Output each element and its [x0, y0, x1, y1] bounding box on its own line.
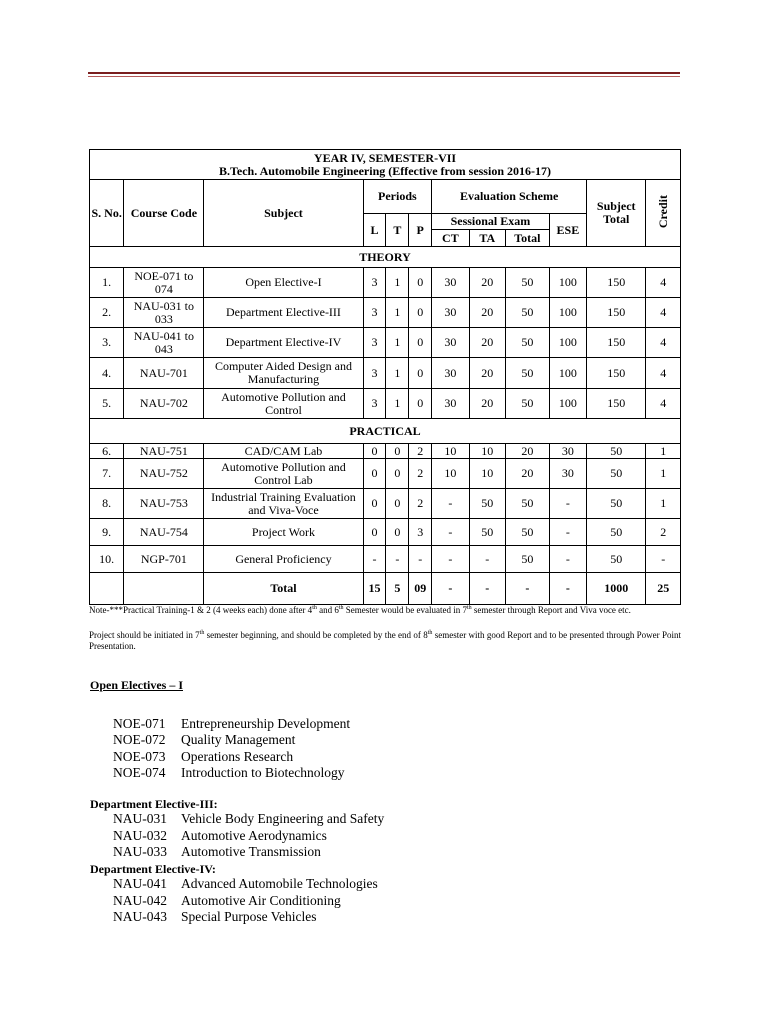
cell-sno: 2. — [90, 298, 124, 328]
cell-ese: - — [549, 546, 586, 573]
cell-p: 0 — [409, 358, 432, 389]
section-practical: PRACTICAL — [90, 419, 681, 444]
cell-l: 0 — [363, 459, 386, 489]
cell-sno: 7. — [90, 459, 124, 489]
table-row — [90, 489, 681, 519]
cell-p: - — [409, 546, 432, 573]
cell-code: NAU-753 — [124, 489, 204, 519]
list-item — [113, 828, 327, 844]
cell-credit: 1 — [646, 459, 681, 489]
table-row — [90, 328, 681, 358]
cell-subject-total: 150 — [587, 328, 646, 358]
elective-code: NOE-072 — [113, 732, 166, 748]
list-item — [113, 811, 384, 827]
header-rule-thin — [88, 76, 680, 77]
cell-ct: 30 — [432, 328, 469, 358]
elective-name: Entrepreneurship Development — [181, 716, 351, 731]
cell-sno: 9. — [90, 519, 124, 546]
list-item — [113, 876, 378, 892]
cell-sno: 8. — [90, 489, 124, 519]
cell-subject: Automotive Pollution and Control — [204, 389, 363, 419]
elective-code: NOE-074 — [113, 764, 166, 780]
cell-credit: - — [646, 546, 681, 573]
cell-credit: 4 — [646, 298, 681, 328]
table-row — [90, 268, 681, 298]
cell-ese: 30 — [549, 444, 586, 459]
cell-ta: 50 — [469, 519, 505, 546]
cell-ct: 30 — [432, 268, 469, 298]
cell-sno: 3. — [90, 328, 124, 358]
cell-subject-total: 50 — [587, 444, 646, 459]
elective-code: NAU-043 — [113, 909, 167, 924]
cell-ta: - — [469, 546, 505, 573]
header-rule — [88, 72, 680, 74]
open-electives-heading: Open Electives – I — [90, 678, 183, 692]
theory-rows — [90, 268, 681, 419]
cell-p: 0 — [409, 328, 432, 358]
col-periods: Periods — [363, 180, 432, 214]
cell-subject: Project Work — [204, 519, 363, 546]
table-row — [90, 298, 681, 328]
table-row — [90, 459, 681, 489]
cell-l: 3 — [363, 358, 386, 389]
col-p: P — [409, 214, 432, 247]
section-theory: THEORY — [90, 247, 681, 268]
list-item — [113, 893, 341, 909]
col-ct: CT — [432, 230, 469, 247]
cell-code: NAU-041 to 043 — [124, 328, 204, 358]
cell-credit: 1 — [646, 444, 681, 459]
cell-ta: 20 — [469, 268, 505, 298]
table-row — [90, 389, 681, 419]
cell-credit: 4 — [646, 328, 681, 358]
elective-name: Operations Research — [181, 748, 294, 764]
list-item — [113, 765, 344, 781]
cell-code: NGP-701 — [124, 546, 204, 573]
cell-ct: 10 — [432, 444, 469, 459]
cell-credit: 4 — [646, 389, 681, 419]
list-item — [113, 749, 293, 765]
cell-l: 3 — [363, 328, 386, 358]
cell-ct: 30 — [432, 389, 469, 419]
total-ct: - — [432, 573, 469, 605]
dept-elective-3-heading: Department Elective-III: — [90, 797, 218, 811]
cell-ta: 20 — [469, 298, 505, 328]
cell-l: 3 — [363, 298, 386, 328]
note-project: Project should be initiated in 7th semester beginning, and should be completed by the end of 8th semester with good Report and to be presented through Power Point Presentation. — [89, 630, 681, 651]
cell-ese: 100 — [549, 358, 586, 389]
cell-t: 1 — [386, 389, 409, 419]
col-total: Total — [505, 230, 549, 247]
col-ta: TA — [469, 230, 505, 247]
cell-subject-total: 150 — [587, 358, 646, 389]
list-item — [113, 732, 295, 748]
table-title: YEAR IV, SEMESTER-VII — [313, 150, 457, 165]
cell-total: 50 — [505, 489, 549, 519]
cell-ct: - — [432, 519, 469, 546]
col-ese: ESE — [549, 214, 586, 247]
cell-subject-total: 50 — [587, 519, 646, 546]
cell-ese: 100 — [549, 298, 586, 328]
total-t: 5 — [386, 573, 409, 605]
total-subject-total: 1000 — [587, 573, 646, 605]
cell-credit: 1 — [646, 489, 681, 519]
cell-subject: Department Elective-IV — [204, 328, 363, 358]
cell-t: 0 — [386, 489, 409, 519]
col-subject: Subject — [204, 180, 363, 247]
cell-sno: 1. — [90, 268, 124, 298]
dept-elective-4-heading: Department Elective-IV: — [90, 862, 216, 876]
cell-code: NAU-751 — [124, 444, 204, 459]
cell-ct: 30 — [432, 358, 469, 389]
cell-t: 0 — [386, 459, 409, 489]
table-row — [90, 358, 681, 389]
cell-ese: 100 — [549, 268, 586, 298]
cell-ese: - — [549, 489, 586, 519]
cell-total: 50 — [505, 519, 549, 546]
credit-label: Credit — [655, 194, 670, 229]
evaluation-scheme-table — [89, 149, 681, 605]
cell-sno: 5. — [90, 389, 124, 419]
cell-code: NAU-754 — [124, 519, 204, 546]
cell-ese: 100 — [549, 389, 586, 419]
cell-ta: 20 — [469, 328, 505, 358]
cell-ct: - — [432, 489, 469, 519]
col-subject-total: Subject Total — [587, 180, 646, 247]
cell-code: NAU-752 — [124, 459, 204, 489]
cell-total: 20 — [505, 459, 549, 489]
elective-name: Automotive Transmission — [181, 844, 321, 859]
cell-p: 0 — [409, 298, 432, 328]
cell-l: - — [363, 546, 386, 573]
total-p: 09 — [409, 573, 432, 605]
elective-code: NAU-031 — [113, 811, 167, 826]
table-title-cell — [90, 150, 681, 180]
cell-subject-total: 150 — [587, 389, 646, 419]
list-item — [113, 844, 321, 860]
elective-name: Introduction to Biotechnology — [181, 764, 345, 780]
total-sno — [90, 573, 124, 605]
elective-code: NOE-073 — [113, 748, 166, 764]
list-item — [113, 716, 350, 732]
cell-p: 2 — [409, 444, 432, 459]
cell-p: 2 — [409, 489, 432, 519]
elective-name: Automotive Aerodynamics — [181, 827, 327, 843]
table-row — [90, 546, 681, 573]
cell-l: 0 — [363, 444, 386, 459]
cell-t: 1 — [386, 298, 409, 328]
table-row — [90, 444, 681, 459]
cell-ese: 30 — [549, 459, 586, 489]
cell-t: 1 — [386, 328, 409, 358]
cell-credit: 4 — [646, 268, 681, 298]
cell-l: 0 — [363, 489, 386, 519]
cell-total: 50 — [505, 298, 549, 328]
cell-ese: - — [549, 519, 586, 546]
total-ta: - — [469, 573, 505, 605]
cell-t: 1 — [386, 268, 409, 298]
note-practical-training: Note-***Practical Training-1 & 2 (4 weeks each) done after 4th and 6th Semester would be evaluated in 7th semester through Report and Viva voce etc. — [89, 605, 631, 615]
table-subtitle: B.Tech. Automobile Engineering (Effective from session 2016-17) — [219, 163, 551, 178]
cell-subject: General Proficiency — [204, 546, 363, 573]
cell-total: 20 — [505, 444, 549, 459]
cell-subject-total: 50 — [587, 546, 646, 573]
elective-code: NAU-033 — [113, 844, 167, 859]
cell-l: 3 — [363, 268, 386, 298]
cell-subject-total: 150 — [587, 298, 646, 328]
elective-name: Quality Management — [181, 732, 296, 748]
cell-code: NOE-071 to 074 — [124, 268, 204, 298]
cell-p: 2 — [409, 459, 432, 489]
col-credit — [646, 180, 681, 247]
cell-ct: 30 — [432, 298, 469, 328]
cell-subject: Industrial Training Evaluation and Viva-Voce — [204, 489, 363, 519]
cell-ta: 10 — [469, 444, 505, 459]
cell-ta: 20 — [469, 389, 505, 419]
cell-total: 50 — [505, 389, 549, 419]
cell-p: 0 — [409, 389, 432, 419]
cell-p: 0 — [409, 268, 432, 298]
cell-ta: 10 — [469, 459, 505, 489]
elective-code: NOE-071 — [113, 716, 166, 731]
col-sessional-exam: Sessional Exam — [432, 214, 550, 230]
elective-code: NAU-041 — [113, 876, 167, 891]
cell-subject-total: 50 — [587, 459, 646, 489]
cell-code: NAU-702 — [124, 389, 204, 419]
elective-name: Advanced Automobile Technologies — [181, 876, 378, 891]
cell-subject: Computer Aided Design and Manufacturing — [204, 358, 363, 389]
cell-sno: 4. — [90, 358, 124, 389]
col-evaluation-scheme: Evaluation Scheme — [432, 180, 587, 214]
elective-name: Special Purpose Vehicles — [181, 909, 317, 924]
cell-l: 0 — [363, 519, 386, 546]
table-row — [90, 519, 681, 546]
total-code — [124, 573, 204, 605]
total-total: - — [505, 573, 549, 605]
cell-ta: 50 — [469, 489, 505, 519]
cell-subject-total: 50 — [587, 489, 646, 519]
cell-t: 0 — [386, 519, 409, 546]
cell-t: 1 — [386, 358, 409, 389]
cell-t: - — [386, 546, 409, 573]
col-course-code: Course Code — [124, 180, 204, 247]
list-item — [113, 909, 316, 925]
cell-subject: CAD/CAM Lab — [204, 444, 363, 459]
cell-ese: 100 — [549, 328, 586, 358]
practical-rows — [90, 444, 681, 573]
cell-total: 50 — [505, 546, 549, 573]
col-sno: S. No. — [90, 180, 124, 247]
cell-l: 3 — [363, 389, 386, 419]
cell-p: 3 — [409, 519, 432, 546]
cell-subject: Automotive Pollution and Control Lab — [204, 459, 363, 489]
cell-sno: 10. — [90, 546, 124, 573]
cell-code: NAU-031 to 033 — [124, 298, 204, 328]
elective-code: NAU-032 — [113, 827, 167, 843]
cell-total: 50 — [505, 328, 549, 358]
total-row — [90, 573, 681, 605]
elective-code: NAU-042 — [113, 892, 167, 908]
cell-credit: 2 — [646, 519, 681, 546]
cell-t: 0 — [386, 444, 409, 459]
cell-sno: 6. — [90, 444, 124, 459]
elective-name: Automotive Air Conditioning — [181, 892, 341, 908]
cell-subject-total: 150 — [587, 268, 646, 298]
cell-total: 50 — [505, 358, 549, 389]
total-label: Total — [204, 573, 363, 605]
elective-name: Vehicle Body Engineering and Safety — [181, 811, 385, 826]
cell-ta: 20 — [469, 358, 505, 389]
cell-ct: 10 — [432, 459, 469, 489]
cell-code: NAU-701 — [124, 358, 204, 389]
col-l: L — [363, 214, 386, 247]
total-ese: - — [549, 573, 586, 605]
total-l: 15 — [363, 573, 386, 605]
cell-subject: Open Elective-I — [204, 268, 363, 298]
cell-total: 50 — [505, 268, 549, 298]
total-credit: 25 — [646, 573, 681, 605]
cell-credit: 4 — [646, 358, 681, 389]
cell-subject: Department Elective-III — [204, 298, 363, 328]
cell-ct: - — [432, 546, 469, 573]
col-t: T — [386, 214, 409, 247]
